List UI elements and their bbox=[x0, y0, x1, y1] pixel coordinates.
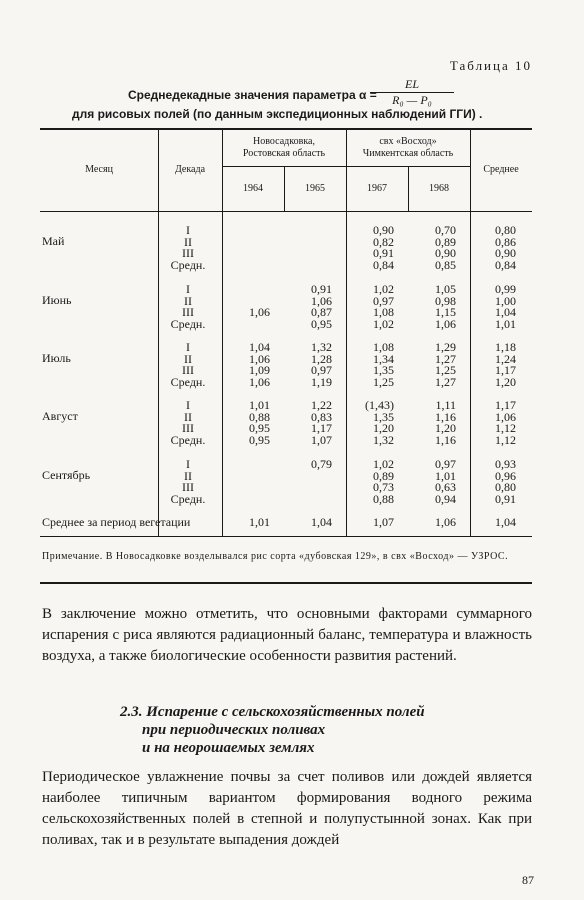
season-value: 1,04 bbox=[311, 515, 332, 529]
decade-label: Средн. bbox=[170, 316, 206, 331]
header-group1: Новосадковка, Ростовская область bbox=[242, 136, 326, 159]
value-cell: 1,17 bbox=[495, 363, 516, 378]
formula-denominator: R₀ — P₀ bbox=[370, 92, 454, 107]
decade-label: II bbox=[184, 351, 192, 366]
value-cell: 0,82 bbox=[373, 234, 394, 249]
decade-label: III bbox=[182, 305, 194, 320]
value-cell: 0,95 bbox=[311, 316, 332, 331]
value-cell: 0,84 bbox=[495, 257, 516, 272]
caption-line2: для рисовых полей (по данным экспедиционных наблюдений ГГИ) . bbox=[72, 107, 483, 121]
value-cell: 0,73 bbox=[373, 480, 394, 495]
value-cell: 1,02 bbox=[373, 457, 394, 471]
decade-label: II bbox=[184, 234, 192, 249]
value-cell: 1,15 bbox=[435, 305, 456, 320]
decade-label: Средн. bbox=[170, 257, 206, 272]
value-cell: 1,34 bbox=[373, 351, 394, 366]
value-cell: 0,95 bbox=[249, 421, 270, 436]
decade-label: I bbox=[186, 340, 190, 354]
value-cell: 0,91 bbox=[495, 491, 516, 506]
value-cell: 1,07 bbox=[311, 432, 332, 447]
value-cell: 1,04 bbox=[495, 305, 516, 320]
value-cell: 0,80 bbox=[495, 223, 516, 237]
value-cell: 1,06 bbox=[435, 316, 456, 331]
header-group2: свх «Восход» Чимкентская область bbox=[362, 136, 454, 159]
value-cell: (1,43) bbox=[365, 398, 394, 412]
value-cell: 0,91 bbox=[373, 246, 394, 261]
value-cell: 0,97 bbox=[311, 363, 332, 378]
value-cell: 1,20 bbox=[373, 421, 394, 436]
value-cell: 0,80 bbox=[495, 480, 516, 495]
value-cell: 1,06 bbox=[249, 305, 270, 320]
decade-label: Средн. bbox=[170, 491, 206, 506]
formula-numerator: EL bbox=[404, 77, 419, 91]
season-value: 1,07 bbox=[373, 515, 394, 529]
value-cell: 1,29 bbox=[435, 340, 456, 354]
value-cell: 1,25 bbox=[435, 363, 456, 378]
table-note: Примечание. В Новосадковке возделывался рис сорта «дубовская 129», в свх «Восход» — УЗРОС. bbox=[42, 551, 509, 562]
value-cell: 1,06 bbox=[249, 374, 270, 389]
decade-label: II bbox=[184, 468, 192, 483]
value-cell: 0,96 bbox=[495, 468, 516, 483]
value-cell: 1,00 bbox=[495, 293, 516, 308]
value-cell: 1,19 bbox=[311, 374, 332, 389]
header-year: 1965 bbox=[305, 183, 325, 194]
value-cell: 1,06 bbox=[249, 351, 270, 366]
decade-label: I bbox=[186, 282, 190, 296]
value-cell: 0,99 bbox=[495, 282, 516, 296]
month-label: Сентябрь bbox=[42, 468, 91, 482]
page-number: 87 bbox=[522, 873, 534, 887]
value-cell: 0,95 bbox=[249, 432, 270, 447]
value-cell: 1,27 bbox=[435, 374, 456, 389]
section-title-line3: и на неорошаемых землях bbox=[142, 740, 315, 756]
value-cell: 1,04 bbox=[249, 340, 270, 354]
section-title-line2: при периодических поливах bbox=[142, 722, 326, 738]
value-cell: 0,94 bbox=[435, 491, 456, 506]
value-cell: 0,97 bbox=[435, 457, 456, 471]
month-label: Июль bbox=[42, 351, 71, 365]
value-cell: 0,97 bbox=[373, 293, 394, 308]
value-cell: 1,05 bbox=[435, 282, 456, 296]
section-number: 2.3. bbox=[120, 704, 143, 720]
value-cell: 1,09 bbox=[249, 363, 270, 378]
decade-label: I bbox=[186, 398, 190, 412]
value-cell: 1,08 bbox=[373, 305, 394, 320]
header-average: Среднее bbox=[483, 164, 519, 175]
value-cell: 0,87 bbox=[311, 305, 332, 320]
header-bottom-rule bbox=[40, 211, 532, 212]
value-cell: 0,88 bbox=[249, 409, 270, 424]
decade-label: I bbox=[186, 223, 190, 237]
value-cell: 1,24 bbox=[495, 351, 516, 366]
decade-label: III bbox=[182, 480, 194, 495]
decade-label: III bbox=[182, 246, 194, 261]
paragraph-conclusion: В заключение можно отметить, что основными факторами суммарного испарения с риса являются радиационный баланс, температура и влажность воздуха, а также биологические особенности развития растений. bbox=[42, 606, 532, 664]
value-cell: 1,35 bbox=[373, 409, 394, 424]
value-cell: 0,63 bbox=[435, 480, 456, 495]
header-month: Месяц bbox=[85, 164, 113, 175]
value-cell: 0,70 bbox=[435, 223, 456, 237]
value-cell: 1,25 bbox=[373, 374, 394, 389]
value-cell: 0,89 bbox=[373, 468, 394, 483]
season-value: 1,01 bbox=[249, 515, 270, 529]
value-cell: 0,90 bbox=[435, 246, 456, 261]
formula-fraction bbox=[370, 76, 454, 107]
section-heading bbox=[120, 703, 540, 757]
value-cell: 1,32 bbox=[311, 340, 332, 354]
value-cell: 0,93 bbox=[495, 457, 516, 471]
value-cell: 1,01 bbox=[495, 316, 516, 331]
value-cell: 1,32 bbox=[373, 432, 394, 447]
value-cell: 0,98 bbox=[435, 293, 456, 308]
season-value: 1,06 bbox=[435, 515, 456, 529]
value-cell: 1,06 bbox=[311, 293, 332, 308]
header-decade: Декада bbox=[174, 164, 206, 175]
table-label: Таблица 10 bbox=[449, 58, 532, 73]
decade-label: III bbox=[182, 363, 194, 378]
value-cell: 1,11 bbox=[435, 398, 456, 412]
value-cell: 1,16 bbox=[435, 409, 456, 424]
table-bottom-rule bbox=[40, 536, 532, 537]
value-cell: 1,18 bbox=[495, 340, 516, 354]
value-cell: 1,35 bbox=[373, 363, 394, 378]
month-label: Август bbox=[42, 409, 78, 423]
value-cell: 1,20 bbox=[435, 421, 456, 436]
header-year: 1967 bbox=[367, 183, 387, 194]
value-cell: 0,88 bbox=[373, 491, 394, 506]
decade-label: Средн. bbox=[170, 432, 206, 447]
value-cell: 1,27 bbox=[435, 351, 456, 366]
value-cell: 1,17 bbox=[495, 398, 516, 412]
value-cell: 0,84 bbox=[373, 257, 394, 272]
month-label: Май bbox=[42, 234, 65, 248]
value-cell: 1,02 bbox=[373, 282, 394, 296]
value-cell: 0,91 bbox=[311, 282, 332, 296]
month-label: Июнь bbox=[42, 293, 72, 307]
note-bottom-rule bbox=[40, 582, 532, 584]
value-cell: 1,06 bbox=[495, 409, 516, 424]
value-cell: 1,12 bbox=[495, 432, 516, 447]
header-year: 1968 bbox=[429, 183, 449, 194]
value-cell: 0,83 bbox=[311, 409, 332, 424]
header-year: 1964 bbox=[243, 183, 263, 194]
value-cell: 1,22 bbox=[311, 398, 332, 412]
value-cell: 1,02 bbox=[373, 316, 394, 331]
decade-label: I bbox=[186, 457, 190, 471]
season-label: Среднее за период вегетации bbox=[42, 515, 191, 529]
value-cell: 0,86 bbox=[495, 234, 516, 249]
section-title-line1: Испарение с сельскохозяйственных полей bbox=[146, 704, 425, 720]
value-cell: 1,01 bbox=[249, 398, 270, 412]
value-cell: 1,08 bbox=[373, 340, 394, 354]
value-cell: 0,85 bbox=[435, 257, 456, 272]
value-cell: 1,16 bbox=[435, 432, 456, 447]
value-cell: 0,90 bbox=[495, 246, 516, 261]
value-cell: 1,01 bbox=[435, 468, 456, 483]
decade-label: II bbox=[184, 293, 192, 308]
value-cell: 0,89 bbox=[435, 234, 456, 249]
decade-label: Средн. bbox=[170, 374, 206, 389]
paragraph-intro: Периодическое увлажнение почвы за счет поливов или дождей является наиболее типичным вариантом формирования водного режима сельскохозяйственных полей в степной и полупустынной зонах. Как при поливах, так и в результате выпадения дождей bbox=[42, 769, 532, 848]
value-cell: 1,20 bbox=[495, 374, 516, 389]
value-cell: 1,17 bbox=[311, 421, 332, 436]
value-cell: 0,79 bbox=[311, 457, 332, 471]
season-value: 1,04 bbox=[495, 515, 516, 529]
value-cell: 1,28 bbox=[311, 351, 332, 366]
table-top-rule bbox=[40, 128, 532, 130]
decade-label: II bbox=[184, 409, 192, 424]
value-cell: 0,90 bbox=[373, 223, 394, 237]
decade-label: III bbox=[182, 421, 194, 436]
value-cell: 1,12 bbox=[495, 421, 516, 436]
caption-line1: Среднедекадные значения параметра α = bbox=[128, 88, 377, 102]
